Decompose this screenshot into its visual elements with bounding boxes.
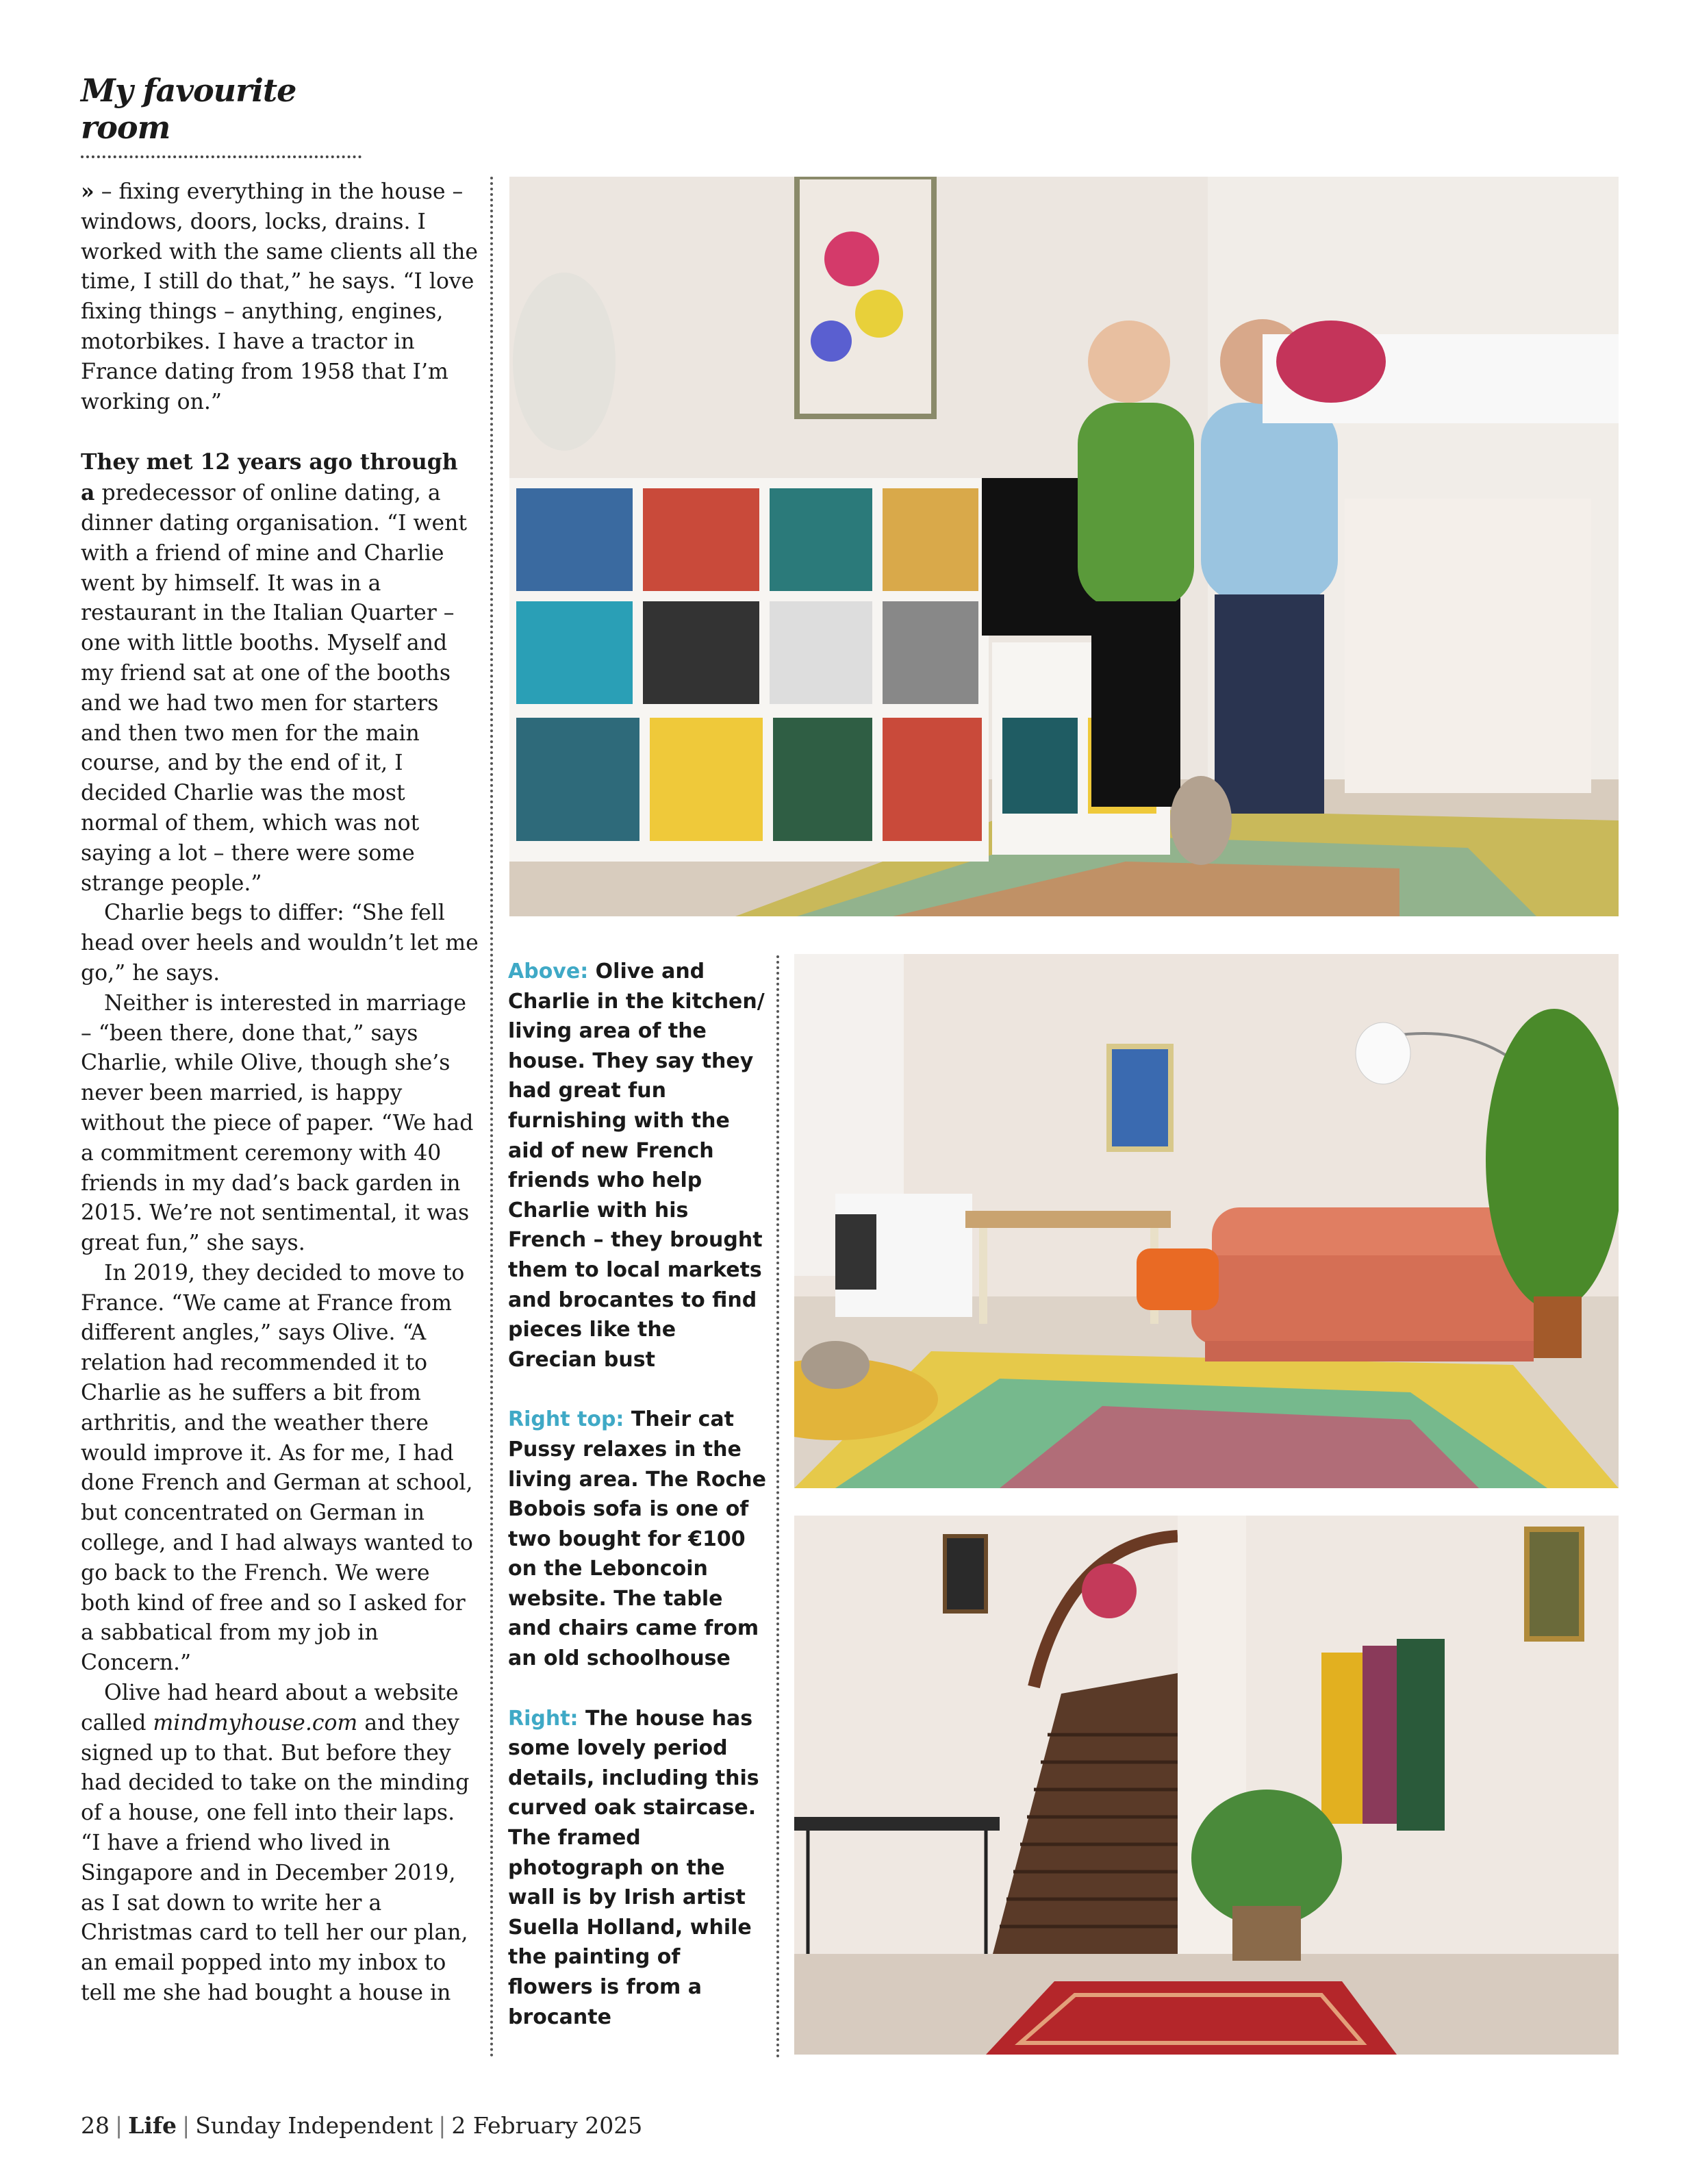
- caption-above: Above: Olive and Charlie in the kitchen/ living area of the house. They say they had great fun furnishing with the aid of new French friends who help Charlie with his French – they brought them to local markets and brocantes to find pieces like the Grecian bust: [508, 959, 765, 1372]
- photo-sofa-living-area: [794, 954, 1619, 1488]
- article-paragraph: Neither is interested in marriage – “been there, done that,” says Charlie, while Olive, though she’s never been married, is happy without the piece of paper. “We had a commitment ceremony with 40 friends in my dad’s back garden in 2015. We’re not sentimental, it was great fun,” she says.: [81, 990, 474, 1256]
- continue-mark: »: [81, 179, 94, 204]
- article-paragraph: They met 12 years ago through a predecessor of online dating, a dinner dating organisation. “I went with a friend of mine and Charlie went by himself. It was in a restaurant in the Italian Quarter – one with little booths. Myself and my friend sat at one of the booths and we had two men for starters and then two men for the main course, and by the end of it, I decided Charlie was the most normal of them, which was not saying a lot – there were some strange people.”: [81, 449, 468, 896]
- website-link: mindmyhouse.com: [153, 1710, 358, 1735]
- caption-label: Right top:: [508, 1407, 624, 1432]
- article-paragraph: Olive had heard about a website called mindmyhouse.com and they signed up to that. But before they had decided to take on the minding of a house, one fell into their laps. “I have a friend who lived in Singapore and in December 2019, as I sat down to write her a Christmas card to tell her our plan, an email popped into my inbox to tell me she had bought a house in: [81, 1681, 470, 2006]
- section-title: My favourite room: [81, 72, 362, 158]
- photo-captions: [508, 957, 767, 2062]
- caption-label: Above:: [508, 959, 589, 983]
- section-name: Life: [128, 2112, 177, 2139]
- article-body: [81, 177, 479, 2009]
- page-number: 28: [81, 2112, 110, 2139]
- column-rule: [776, 955, 779, 2059]
- article-paragraph: In 2019, they decided to move to France. “We came at France from different angles,” says Olive. “A relation had recommended it to Charlie as he suffers a bit from arthritis, and the weather there would improve it. As for me, I had done French and German at school, but concentrated on German in college, and I had always wanted to go back to the French. We were both kind of free and so I asked for a sabbatical from my job in Concern.”: [81, 1260, 473, 1676]
- page-footer: 28 | Life | Sunday Independent | 2 February 2025: [81, 2112, 643, 2139]
- column-rule: [490, 177, 493, 2059]
- article-paragraph: » – fixing everything in the house – windows, doors, locks, drains. I worked with the same clients all the time, I still do that,” he says. “I love fixing things – anything, engines, motorbikes. I have a tractor in France dating from 1958 that I’m working on.”: [81, 179, 479, 414]
- photo-couple-living-room: [509, 177, 1619, 916]
- issue-date: 2 February 2025: [451, 2112, 643, 2139]
- caption-right-top: Right top: Their cat Pussy relaxes in the living area. The Roche Bobois sofa is one of two bought for €100 on the Leboncoin website. The table and chairs came from an old schoolhouse: [508, 1407, 766, 1671]
- article-paragraph: Charlie begs to differ: “She fell head over heels and wouldn’t let me go,” he says.: [81, 901, 479, 986]
- lead-in: They met 12 years ago through a: [81, 449, 458, 506]
- caption-right: Right: The house has some lovely period details, including this curved oak staircase. The framed photograph on the wall is by Irish artist Suella Holland, while the painting of flowers is from a brocante: [508, 1706, 759, 2029]
- caption-label: Right:: [508, 1706, 579, 1731]
- photo-staircase-hallway: [794, 1516, 1619, 2055]
- publication-name: Sunday Independent: [195, 2112, 433, 2139]
